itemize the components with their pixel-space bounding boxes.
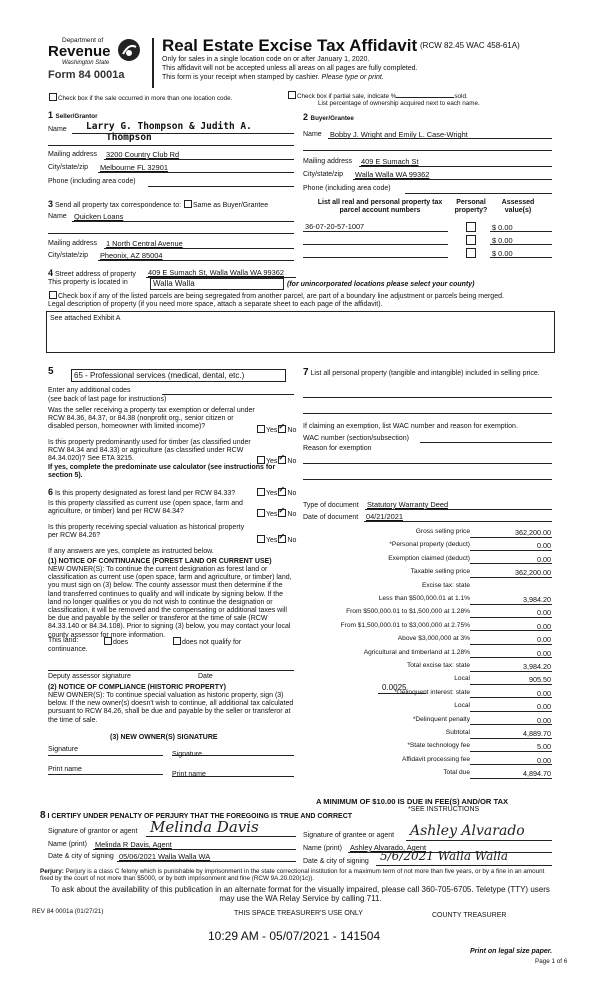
calc-label: Above $3,000,000 at 3%	[397, 635, 470, 643]
new-owner-print-2[interactable]: Print name	[172, 771, 206, 778]
calc-label: Agricultural and timberland at 1.28%	[363, 648, 470, 656]
sub-line3: This form is your receipt when stamped by cashier. Please type or print.	[162, 74, 384, 81]
notice2-head: (2) NOTICE OF COMPLIANCE (HISTORIC PROPERTY)	[48, 684, 226, 691]
partial-note: List percentage of ownership acquired next to each name.	[318, 100, 480, 107]
calc-value[interactable]: 0.00	[537, 648, 551, 658]
answer-note: If any answers are yes, complete as instructed below.	[48, 548, 214, 555]
same-as-buyer-checkbox[interactable]	[184, 200, 192, 208]
dept-state: Washington State	[62, 60, 110, 66]
calc-value[interactable]: 4,889.70	[523, 729, 551, 738]
corr-city[interactable]: Pheonix, AZ 85004	[100, 251, 163, 260]
new-owner-signature-2[interactable]: Signature	[172, 751, 202, 758]
seller-heading: 1 Seller/Grantor	[48, 110, 98, 120]
doc-date[interactable]: 04/21/2021	[366, 512, 403, 521]
corr-city-label: City/state/zip	[48, 252, 89, 259]
land-label: This land:	[48, 637, 79, 644]
grantor-date-label: Date & city of signing	[48, 853, 114, 860]
additional-codes-label: Enter any additional codes	[48, 387, 131, 394]
wac-label: WAC number (section/subsection)	[303, 435, 409, 442]
grantor-name-label: Name (print)	[48, 841, 87, 848]
parcel-col2: Personal property?	[454, 199, 488, 215]
perjury-text: Perjury: Perjury is a class C felony which is punishable by imprisonment in the state correctional institution for a maximum term of not more than five years, or by a fine in an amount fixed by the court of not more than $5000, or by both imprisonment and fine (RCW 9A.20.020(1c)).	[40, 868, 545, 883]
seller-name-label: Name	[48, 126, 67, 133]
cashier-stamp: 10:29 AM - 05/07/2021 - 141504	[208, 929, 381, 943]
use-code-select[interactable]: 65 - Professional services (medical, dental, etc.)	[71, 369, 286, 382]
header-divider	[152, 38, 154, 88]
calc-value[interactable]: 0.00	[537, 755, 551, 765]
seller-city-label: City/state/zip	[48, 164, 89, 171]
grantor-signature[interactable]: Melinda Davis	[150, 818, 259, 836]
calc-label: Total due	[443, 769, 470, 777]
new-owner-print-1[interactable]: Print name	[48, 766, 82, 773]
calc-label: From $1,500,000.01 to $3,000,000 at 2.75%	[340, 621, 470, 629]
calc-value[interactable]: 0.00	[537, 608, 551, 618]
buyer-phone-label: Phone (including area code)	[303, 185, 391, 192]
q-current-use-answer[interactable]: Yes✓ No	[256, 509, 296, 519]
continuance-label: continuance.	[48, 646, 88, 653]
parcel-personal-checkbox-1[interactable]	[466, 222, 476, 232]
correspondence-heading: 3 Send all property tax correspondence to: Same as Buyer/Grantee	[48, 199, 269, 209]
grantor-name[interactable]: Melinda R Davis, Agent	[95, 840, 172, 849]
sub-line1: Only for sales in a single location code on or after January 1, 2020.	[162, 56, 370, 63]
q-exemption-answer[interactable]: Yes✓ No	[256, 425, 296, 435]
grantor-sig-label: Signature of grantor or agent	[48, 828, 138, 835]
form-number: Form 84 0001a	[48, 69, 125, 81]
reason-label: Reason for exemption	[303, 445, 372, 452]
exemption-label: If claiming an exemption, list WAC number and reason for exemption.	[303, 423, 518, 430]
alt-format-text: To ask about the availability of this publication in an alternate format for the visually impaired, please call 360-705-6705. Teletype (TTY) users may use the WA Relay Service by calling 711.	[51, 885, 550, 903]
calc-label: Gross selling price	[415, 528, 470, 535]
grantee-name-label: Name (print)	[303, 845, 342, 852]
form-title: Real Estate Excise Tax Affidavit	[162, 36, 418, 55]
calc-label: *Delinquent interest: state	[394, 688, 470, 696]
q-historic: Is this property receiving special valuation as historical property per RCW 84.26?	[48, 524, 245, 540]
legal-description: See attached Exhibit A	[50, 315, 121, 322]
street-label: 4 Street address of property	[48, 268, 136, 278]
parcel-number-1[interactable]: 36-07-20-57-1007	[305, 222, 365, 231]
corr-name-label: Name	[48, 213, 67, 220]
buyer-name-label: Name	[303, 131, 322, 138]
q-exemption: Was the seller receiving a property tax exemption or deferral under RCW 84.36, 84.37, or 84.38 (nonprofit org., senior citizen or disabled person, homeowner with limited income)?	[48, 407, 255, 431]
calc-value[interactable]: 905.50	[529, 675, 551, 685]
doc-date-label: Date of document	[303, 514, 359, 521]
seller-name-1[interactable]: Larry G. Thompson & Judith A.	[86, 121, 252, 132]
corr-mailing-label: Mailing address	[48, 240, 98, 247]
grantor-date[interactable]: 05/06/2021 Walla Walla WA	[119, 852, 211, 861]
calc-label: Local	[454, 675, 470, 683]
notice2-text: NEW OWNER(S): To continue special valuation as historic property, sign (3) below. If the new owner(s) doesn't wish to continue, all additional tax calculated pursuant to RCW 84.26, shall be due and payable by the seller or transferor at the time of sale.	[48, 692, 294, 724]
calc-label: Excise tax: state	[421, 581, 470, 589]
street-address[interactable]: 409 E Sumach St, Walla Walla WA 99362	[148, 268, 284, 277]
seller-phone-label: Phone (including area code)	[48, 178, 136, 185]
deputy-date-label: Date	[198, 673, 213, 680]
wa-logo-icon	[118, 39, 140, 61]
parcel-personal-checkbox-2[interactable]	[466, 235, 476, 245]
deputy-label: Deputy assessor signature	[48, 673, 131, 680]
calc-label: Less than $500,000.01 at 1.1%	[378, 595, 470, 602]
does-not-checkbox[interactable]: does not qualify for	[172, 637, 241, 647]
grantee-date-label: Date & city of signing	[303, 858, 369, 865]
located-select[interactable]: Walla Walla	[150, 278, 284, 290]
calc-value[interactable]: 0.00	[537, 541, 551, 551]
see-instructions: *SEE INSTRUCTIONS	[408, 806, 480, 813]
q-current-use: Is this property classified as current use (open space, farm and agriculture, or timber) land per RCW 84.34?	[48, 500, 243, 516]
doc-type-label: Type of document	[303, 502, 359, 509]
calc-label: From $500,000.01 to $1,500,000 at 1.28%	[346, 608, 470, 616]
calc-value[interactable]: 0.00	[537, 702, 551, 712]
calc-value[interactable]: 5.00	[537, 742, 551, 752]
calc-value[interactable]: 362,200.00	[515, 528, 551, 537]
parcel-col3: Assessed value(s)	[501, 199, 535, 215]
local-rate[interactable]: 0.0025	[382, 683, 407, 692]
calc-label: *Delinquent penalty	[412, 715, 470, 723]
notice1-text: NEW OWNER(S): To continue the current designation as forest land or classification as current use (open space, farm and agriculture, or timber) land, you must sign on (3) below. The county assessor must then determine if the land transferred continues to qualify and will indicate by signing below. If the land no longer qualifies or you do not wish to continue the designation or classification, it will be removed and the compensating or additional taxes will be due and payable by the seller or transferor at the time of sale (RCW 84.33.140 or 84.34.108). Prior to signing (3) below, you may contact your local county assessor for more information.	[48, 566, 292, 639]
grantee-name[interactable]: Ashley Alvarado, Agent	[350, 843, 427, 852]
seller-mailing-label: Mailing address	[48, 151, 98, 158]
q-forest-answer[interactable]: Yes✓ No	[256, 488, 296, 498]
doc-type[interactable]: Statutory Warranty Deed	[367, 500, 449, 509]
new-owner-signature-1[interactable]: Signature	[48, 746, 78, 753]
calc-value[interactable]: 0.00	[537, 688, 551, 698]
multi-location-checkbox[interactable]: Check box if the sale occurred in more than one location code.	[48, 93, 232, 102]
parcel-value-3[interactable]: $ 0.00	[492, 249, 513, 258]
dor-logo	[40, 37, 148, 85]
calc-label: Taxable selling price	[410, 568, 470, 576]
buyer-mailing[interactable]: 409 E Sumach St	[361, 157, 419, 166]
q-timber: Is this property predominantly used for timber (as classified under RCW 84.34 and 84.33) or agriculture (as classified under RCW 84.34.020)? See ETA 3215.	[48, 439, 251, 463]
codes-note: (see back of last page for instructions)	[48, 396, 167, 403]
located-label: This property is located in	[48, 279, 128, 286]
dept-name: Revenue	[48, 43, 111, 60]
minimum-notice: A MINIMUM OF $10.00 IS DUE IN FEE(S) AND/OR TAX	[316, 797, 509, 806]
section7-text: 7 List all personal property (tangible and intangible) included in selling price.	[303, 367, 540, 378]
calc-label: Exemption claimed (deduct)	[388, 554, 470, 562]
calc-label: *Personal property (deduct)	[389, 541, 470, 549]
calc-value[interactable]: 0.00	[537, 621, 551, 631]
buyer-heading: 2 Buyer/Grantee	[303, 112, 354, 122]
calc-value[interactable]: 4,894.70	[523, 769, 551, 779]
seller-name-2[interactable]: Thompson	[106, 132, 152, 143]
legal-label: Legal description of property (if you need more space, attach a separate sheet to each page of the affidavit).	[48, 301, 383, 308]
treasurer-use: THIS SPACE TREASURER'S USE ONLY	[234, 910, 363, 917]
grantee-date[interactable]: 5/6/2021 Walla Walla	[380, 849, 509, 863]
calc-label: Subtotal	[445, 729, 470, 736]
print-note: Print on legal size paper.	[470, 948, 553, 955]
calc-label: Affidavit processing fee	[401, 755, 470, 763]
calc-label: *State technology fee	[407, 742, 470, 750]
corr-name[interactable]: Quicken Loans	[74, 212, 124, 221]
notice3-head: (3) NEW OWNER(S) SIGNATURE	[110, 734, 218, 741]
q-timber-note: If yes, complete the predominate use calculator (see instructions for section 5).	[48, 464, 276, 480]
calc-value[interactable]: 362,200.00	[515, 568, 551, 578]
partial-sale-checkbox[interactable]: Check box if partial sale, indicate % sold.	[287, 91, 468, 100]
parcel-value-1[interactable]: $ 0.00	[492, 223, 513, 232]
section5-num: 5	[48, 366, 54, 377]
buyer-name[interactable]: Bobby J. Wright and Emily L. Case-Wright	[330, 130, 468, 139]
dept-line1: Department of	[62, 37, 104, 44]
segregated-checkbox[interactable]: Check box if any of the listed parcels are being segregated from another parcel, are part of a boundary line adjustment or parcels being merged.	[48, 291, 504, 301]
grantee-signature[interactable]: Ashley Alvarado	[410, 823, 525, 839]
seller-city[interactable]: Melbourne FL 32901	[100, 163, 168, 172]
calc-value[interactable]: 3,984.20	[523, 662, 551, 671]
county-treasurer: COUNTY TREASURER	[432, 912, 507, 919]
parcel-personal-checkbox-3[interactable]	[466, 248, 476, 258]
page-number: Page 1 of 6	[535, 958, 568, 965]
rcw-ref: (RCW 82.45 WAC 458-61A)	[420, 41, 520, 50]
q-historic-answer[interactable]: Yes✓ No	[256, 535, 296, 545]
seller-mailing[interactable]: 3200 Country Club Rd	[106, 150, 180, 159]
legal-description-box[interactable]	[46, 311, 555, 353]
buyer-city[interactable]: Walla Walla WA 99362	[355, 170, 430, 179]
q-timber-answer[interactable]: Yes✓ No	[256, 456, 296, 466]
grantee-sig-label: Signature of grantee or agent	[303, 832, 395, 839]
calc-label: Total excise tax: state	[406, 662, 470, 669]
buyer-city-label: City/state/zip	[303, 171, 344, 178]
parcel-col1: List all real and personal property tax parcel account numbers	[317, 199, 443, 215]
calc-value[interactable]: 0.00	[537, 715, 551, 725]
calc-value[interactable]: 0.00	[537, 635, 551, 645]
calc-value[interactable]: 3,984.20	[523, 595, 551, 604]
located-note: (for unincorporated locations please select your county)	[287, 281, 475, 288]
calc-value[interactable]: 0.00	[537, 554, 551, 564]
corr-mailing[interactable]: 1 North Central Avenue	[106, 239, 183, 248]
calc-label: Local	[454, 702, 470, 710]
buyer-mailing-label: Mailing address	[303, 158, 353, 165]
q-forest: 6 Is this property designated as forest land per RCW 84.33?	[48, 487, 236, 497]
sub-line2: This affidavit will not be accepted unless all areas on all pages are fully completed.	[162, 65, 418, 72]
rev-number: REV 84 0001a (01/27/21)	[32, 908, 104, 915]
certify-heading: 8 I CERTIFY UNDER PENALTY OF PERJURY THAT THE FOREGOING IS TRUE AND CORRECT	[40, 810, 353, 821]
does-checkbox[interactable]: does	[103, 637, 128, 647]
parcel-value-2[interactable]: $ 0.00	[492, 236, 513, 245]
notice1-head: (1) NOTICE OF CONTINUANCE (FOREST LAND OR CURRENT USE)	[48, 558, 272, 565]
